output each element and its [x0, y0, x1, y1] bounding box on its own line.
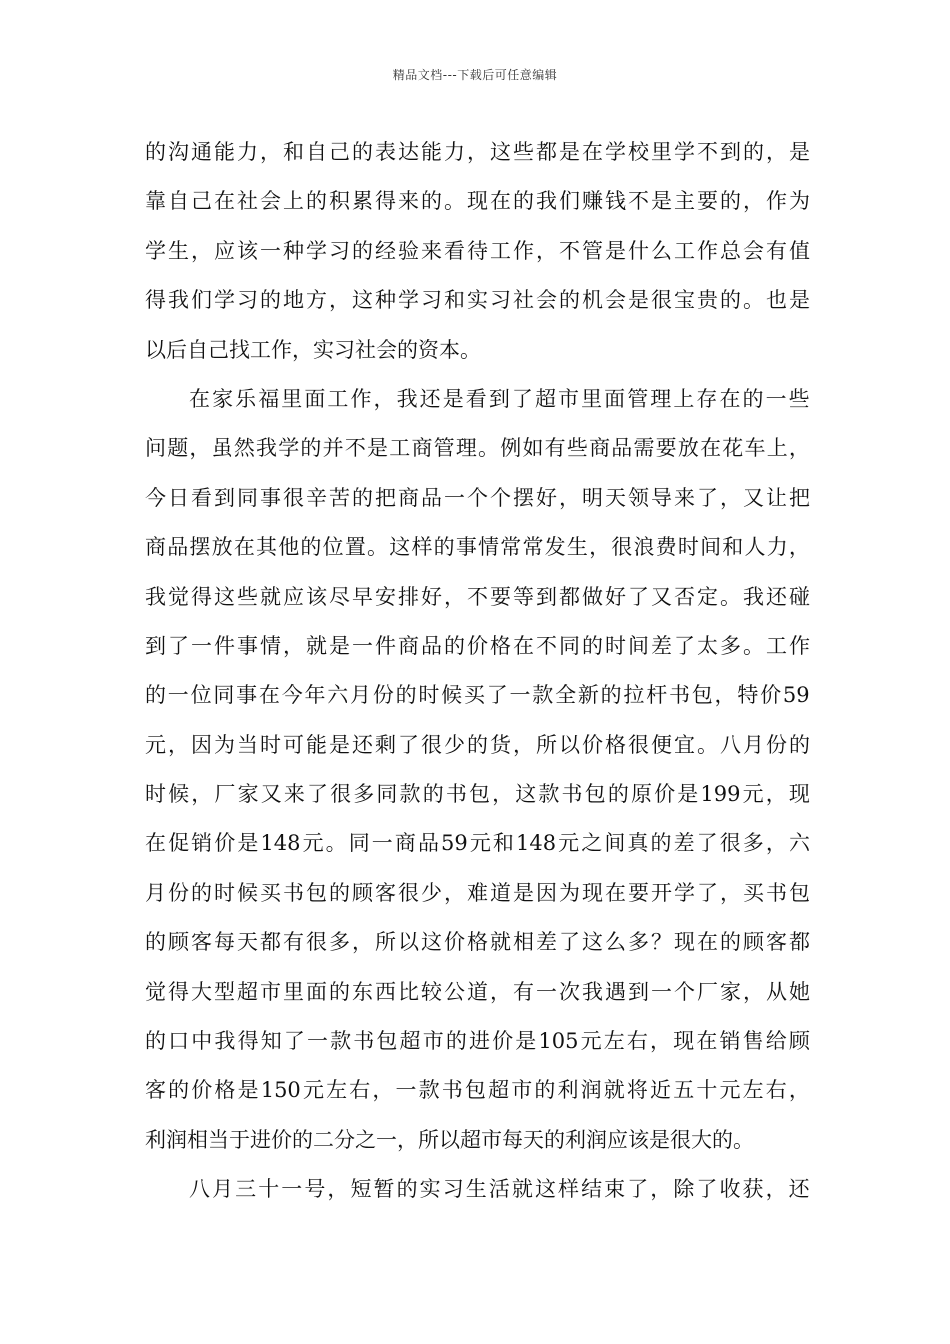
text-line: 客 的 价 格 是 150 元 左 右 ， 一 款 书 包 超 市 的 利 润 就 将 近 五 十 元 左 右 ， — [145, 1078, 810, 1103]
text-line: 时 候 ， 厂 家 又 来 了 很 多 同 款 的 书 包 ， 这 款 书 包 的 原 价 是 199 元 ， 现 — [145, 782, 810, 807]
text-line: 月 份 的 时 候 买 书 包 的 顾 客 很 少 ， 难 道 是 因 为 现 在 要 开 学 了 ， 买 书 包 — [145, 880, 810, 905]
text-line: 的 顾 客 每 天 都 有 很 多 ， 所 以 这 价 格 就 相 差 了 这 么 多 ？ 现 在 的 顾 客 都 — [145, 930, 810, 955]
text-line: 八 月 三 十 一 号 ， 短 暂 的 实 习 生 活 就 这 样 结 束 了 ， 除 了 收 获 ， 还 — [189, 1177, 810, 1202]
text-line: 觉 得 大 型 超 市 里 面 的 东 西 比 较 公 道 ， 有 一 次 我 遇 到 一 个 厂 家 ， 从 她 — [145, 979, 810, 1004]
text-line: 在 家 乐 福 里 面 工 作 ， 我 还 是 看 到 了 超 市 里 面 管 理 上 存 在 的 一 些 — [189, 386, 810, 411]
text-line: 到 了 一 件 事 情 ， 就 是 一 件 商 品 的 价 格 在 不 同 的 时 间 差 了 太 多 。 工 作 — [145, 633, 810, 658]
text-line: 我 觉 得 这 些 就 应 该 尽 早 安 排 好 ， 不 要 等 到 都 做 好 了 又 否 定 。 我 还 碰 — [145, 584, 810, 609]
text-line: 靠 自 己 在 社 会 上 的 积 累 得 来 的 。 现 在 的 我 们 赚 钱 不 是 主 要 的 ， 作 为 — [145, 189, 810, 214]
text-line: 元 ， 因 为 当 时 可 能 是 还 剩 了 很 少 的 货 ， 所 以 价 格 很 便 宜 。 八 月 份 的 — [145, 732, 810, 757]
text-line: 的 口 中 我 得 知 了 一 款 书 包 超 市 的 进 价 是 105 元 左 右 ， 现 在 销 售 给 顾 — [145, 1029, 810, 1054]
text-line: 的 沟 通 能 力 ， 和 自 己 的 表 达 能 力 ， 这 些 都 是 在 学 校 里 学 不 到 的 ， 是 — [145, 140, 810, 164]
document-body — [145, 128, 810, 1215]
text-line: 在 促 销 价 是 148 元 。 同 一 商 品 59 元 和 148 元 之 间 真 的 差 了 很 多 ， 六 — [145, 831, 810, 856]
text-line: 问 题 ， 虽 然 我 学 的 并 不 是 工 商 管 理 。 例 如 有 些 商 品 需 要 放 在 花 车 上 ， — [145, 436, 810, 461]
text-line: 以后自己找工作，实习社会的资本。 — [145, 337, 481, 362]
text-line: 利润相当于进价的二分之一，所以超市每天的利润应该是很大的。 — [145, 1127, 754, 1152]
text-line: 商 品 摆 放 在 其 他 的 位 置 。 这 样 的 事 情 常 常 发 生 ， 很 浪 费 时 间 和 人 力 ， — [145, 535, 810, 560]
text-line: 的 一 位 同 事 在 今 年 六 月 份 的 时 候 买 了 一 款 全 新 的 拉 杆 书 包 ， 特 价 59 — [145, 683, 810, 708]
text-line: 今 日 看 到 同 事 很 辛 苦 的 把 商 品 一 个 个 摆 好 ， 明 天 领 导 来 了 ， 又 让 把 — [145, 485, 810, 510]
text-line: 得 我 们 学 习 的 地 方 ， 这 种 学 习 和 实 习 社 会 的 机 会 是 很 宝 贵 的 。 也 是 — [145, 288, 810, 313]
page-header: 精品文档---下载后可任意编辑 — [392, 68, 558, 82]
text-line: 学 生 ， 应 该 一 种 学 习 的 经 验 来 看 待 工 作 ， 不 管 是 什 么 工 作 总 会 有 值 — [145, 238, 810, 263]
